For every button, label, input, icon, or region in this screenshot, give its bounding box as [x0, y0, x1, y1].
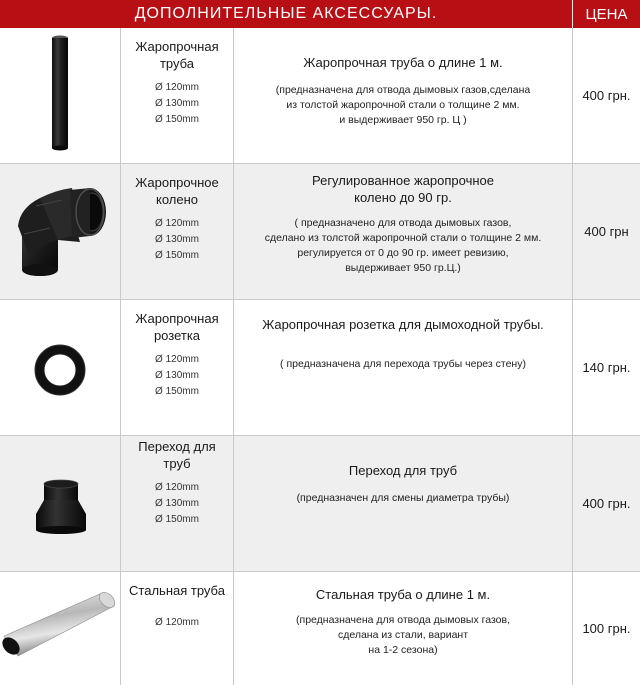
product-image-cell [0, 28, 120, 163]
diameter-option: Ø 130mm [155, 98, 199, 109]
diameter-option: Ø 120mm [155, 617, 199, 628]
description-line: на 1-2 сезона) [368, 644, 438, 656]
description-line: (предназначена для отвода дымовых газов,сделана [275, 84, 531, 96]
table-row [0, 300, 640, 436]
elbow-icon [0, 164, 120, 300]
product-name-cell [121, 164, 233, 299]
product-name-line2: труб [163, 456, 191, 471]
column-divider [572, 28, 573, 685]
description-line: (предназначена для отвода дымовых газов, [296, 614, 510, 626]
product-description-cell [234, 28, 572, 163]
description-line: (предназначен для смены диаметра трубы) [296, 492, 510, 504]
description-line: и выдерживает 950 гр. Ц ) [339, 114, 467, 126]
column-divider [233, 28, 234, 685]
product-name-line2: колено [155, 192, 198, 207]
product-name-line1: Переход для [138, 439, 216, 454]
product-image-cell [0, 164, 120, 299]
diameter-option: Ø 120mm [155, 82, 199, 93]
product-name-line1: Стальная труба [129, 583, 225, 598]
rosette-ring-icon [0, 300, 120, 436]
header-title: ДОПОЛНИТЕЛЬНЫЕ АКСЕССУАРЫ. [134, 5, 438, 22]
table-header [0, 0, 640, 28]
product-name-cell [121, 572, 233, 685]
description-line: сделано из толстой жаропрочной стали о толщине 2 мм. [264, 232, 542, 244]
description-line: из толстой жаропрочной стали о толщине 2 мм. [286, 99, 520, 111]
diameter-option: Ø 120mm [155, 482, 199, 493]
product-price: 400 грн. [582, 496, 631, 511]
header-price: ЦЕНА [585, 5, 628, 23]
description-line: ( предназначено для отвода дымовых газов, [294, 217, 512, 229]
description-title: Жаропрочная розетка для дымоходной трубы. [262, 317, 544, 332]
diameter-option: Ø 130mm [155, 498, 199, 509]
table-row [0, 436, 640, 572]
description-title: Жаропрочная труба о длине 1 м. [303, 55, 503, 70]
pipe-reducer-icon [0, 436, 120, 572]
product-price: 400 грн [584, 224, 629, 239]
diameter-option: Ø 150mm [155, 386, 199, 397]
product-description-cell [234, 572, 572, 685]
description-title: колено до 90 гр. [354, 190, 452, 205]
diameter-option: Ø 120mm [155, 354, 199, 365]
diameter-option: Ø 150mm [155, 514, 199, 525]
table-row [0, 28, 640, 164]
product-name-cell [121, 28, 233, 163]
table-row [0, 572, 640, 685]
product-name-cell [121, 436, 233, 571]
product-image-cell [0, 300, 120, 435]
diameter-option: Ø 130mm [155, 234, 199, 245]
diameter-option: Ø 150mm [155, 250, 199, 261]
diameter-option: Ø 150mm [155, 114, 199, 125]
product-description-cell [234, 164, 572, 299]
product-description-cell [234, 300, 572, 435]
product-price: 100 грн. [582, 621, 631, 636]
product-price: 400 грн. [582, 88, 631, 103]
description-line: сделана из стали, вариант [337, 629, 469, 641]
product-name-line1: Жаропрочное [135, 175, 219, 190]
description-line: регулируется от 0 до 90 гр. имеет ревизию, [297, 247, 509, 259]
product-name-line2: труба [159, 56, 195, 71]
product-name-line1: Жаропрочная [135, 39, 219, 54]
description-title: Переход для труб [348, 463, 458, 478]
description-title: Регулированное жаропрочное [311, 173, 495, 188]
description-line: ( предназначена для перехода трубы через стену) [280, 358, 526, 370]
steel-pipe-icon [0, 572, 120, 685]
product-image-cell [0, 436, 120, 571]
product-name-line1: Жаропрочная [135, 311, 219, 326]
description-line: выдерживает 950 гр.Ц.) [345, 262, 461, 274]
column-divider [120, 28, 121, 685]
product-name-cell [121, 300, 233, 435]
product-image-cell [0, 572, 120, 685]
product-price: 140 грн. [582, 360, 631, 375]
table-row [0, 164, 640, 300]
diameter-option: Ø 130mm [155, 370, 199, 381]
description-title: Стальная труба о длине 1 м. [315, 587, 491, 602]
black-pipe-icon [0, 28, 120, 164]
diameter-option: Ø 120mm [155, 218, 199, 229]
product-description-cell [234, 436, 572, 571]
product-name-line2: розетка [153, 328, 201, 343]
